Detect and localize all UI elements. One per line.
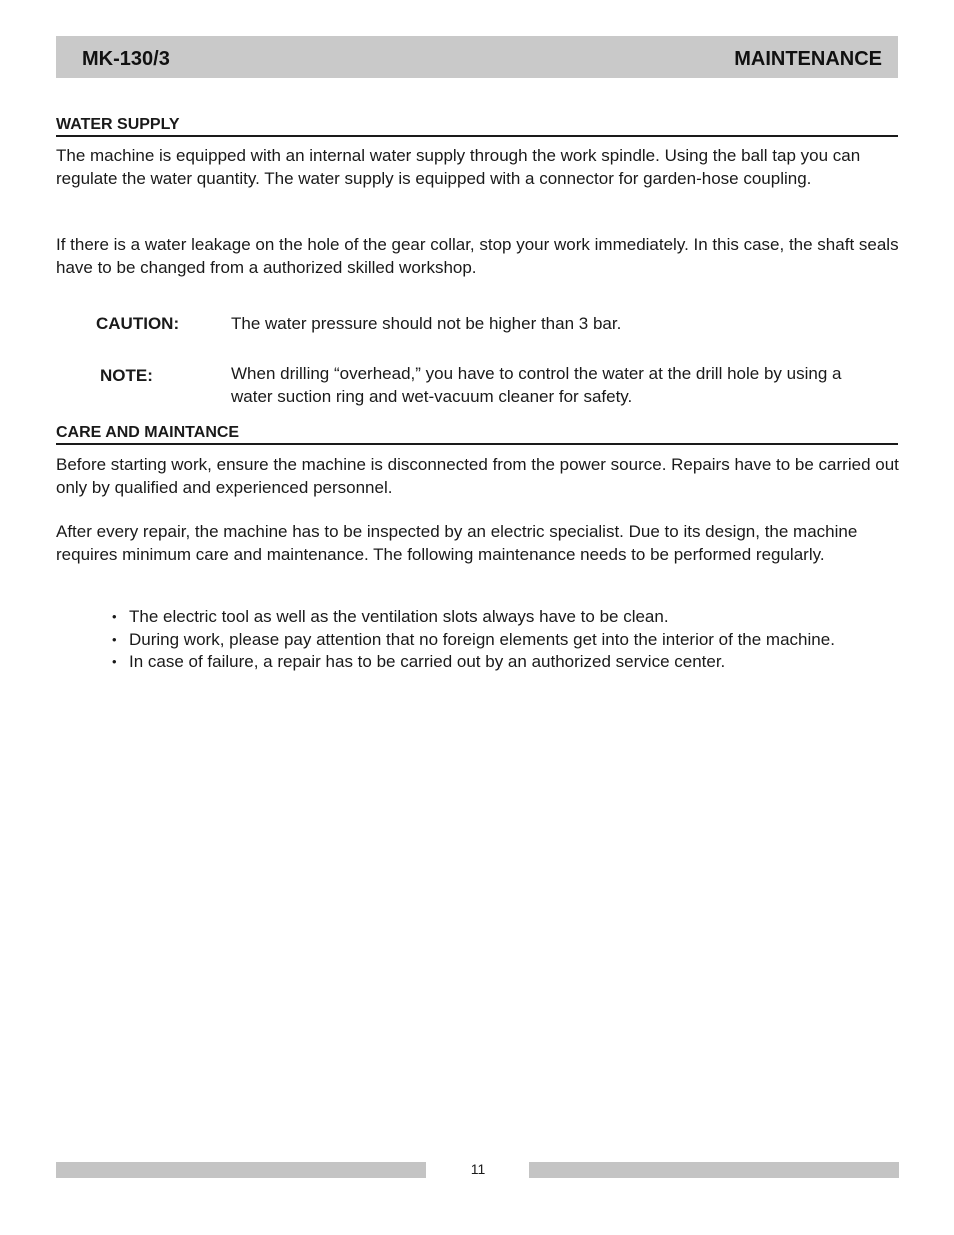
- maintenance-list: [112, 606, 922, 674]
- page-header: [56, 36, 898, 78]
- water-supply-paragraph-1: The machine is equipped with an internal water supply through the work spindle. Using the ball tap you can regulate the water quantity. The water supply is equipped with a connector for garden-hose coupling.: [56, 146, 861, 188]
- caution-text: The water pressure should not be higher than 3 bar.: [231, 314, 622, 333]
- footer-bar-left: [56, 1162, 426, 1178]
- water-supply-paragraph-2: If there is a water leakage on the hole of the gear collar, stop your work immediately. In this case, the shaft seals have to be changed from a authorized skilled workshop.: [56, 235, 899, 277]
- caution-label: CAUTION:: [96, 314, 180, 333]
- model-title: MK-130/3: [82, 48, 170, 70]
- footer-bar-right: [529, 1162, 899, 1178]
- list-item: • The electric tool as well as the ventilation slots always have to be clean.: [112, 606, 922, 629]
- bullet-icon: •: [112, 609, 117, 624]
- care-heading: CARE AND MAINTANCE: [56, 424, 898, 445]
- bullet-icon: •: [112, 631, 117, 647]
- page-number: 11: [470, 1161, 486, 1177]
- list-item: • In case of failure, a repair has to be carried out by an authorized service center.: [112, 651, 922, 674]
- bullet-icon: •: [112, 654, 117, 669]
- care-paragraph-1: Before starting work, ensure the machine is disconnected from the power source. Repairs have to be carried out only by qualified and experienced personnel.: [56, 455, 899, 497]
- list-item: • During work, please pay attention that no foreign elements get into the interior of the machine.: [112, 629, 922, 652]
- section-title: MAINTENANCE: [734, 48, 882, 70]
- note-text: When drilling “overhead,” you have to control the water at the drill hole by using a water suction ring and wet-vacuum cleaner for safety.: [231, 364, 842, 406]
- care-paragraph-2: After every repair, the machine has to be inspected by an electric specialist. Due to its design, the machine requires minimum care and maintenance. The following maintenance needs to be performed regularly.: [56, 522, 858, 564]
- water-supply-heading: WATER SUPPLY: [56, 116, 898, 137]
- note-label: NOTE:: [100, 366, 153, 385]
